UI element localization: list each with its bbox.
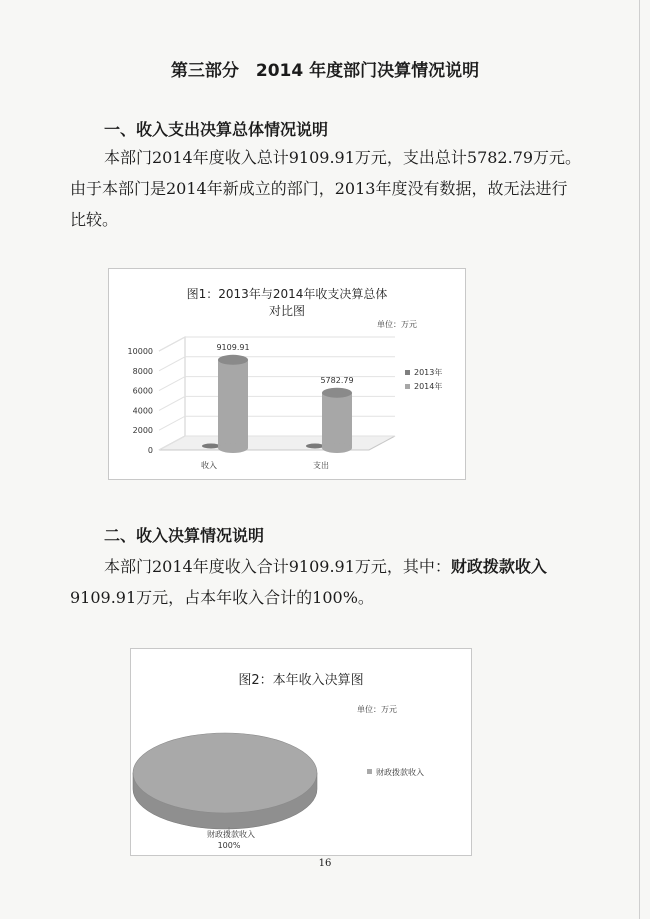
- chart1-gridline: [159, 357, 395, 371]
- page-number: 16: [318, 858, 332, 869]
- chart2-container: [130, 648, 472, 856]
- section1-line-3: 比较。: [70, 210, 119, 229]
- chart1-legend-swatch: [405, 370, 410, 375]
- chart1-legend-swatch: [405, 384, 410, 389]
- chart1-gridline: [159, 396, 395, 410]
- chart1-data-label: 5782.79: [320, 375, 354, 385]
- chart1-ytick-label: 10000: [127, 347, 153, 356]
- chart2-slice-percent: 100%: [217, 841, 241, 850]
- section1-line-1: 本部门2014年度收入总计9109.91万元，支出总计5782.79万元。: [104, 148, 582, 167]
- chart1-bar-2013: [306, 444, 324, 449]
- chart1-ytick-label: 6000: [132, 386, 153, 396]
- chart1-legend-label: 2013年: [414, 368, 443, 377]
- section1-heading: 一、收入支出决算总体情况说明: [104, 120, 329, 139]
- chart2-unit: 单位：万元: [357, 705, 397, 714]
- chart1-title-line1: 图1：2013年与2014年收支决算总体: [186, 287, 388, 301]
- chart1-legend-label: 2014年: [414, 382, 443, 391]
- page-title: 第三部分 2014 年度部门决算情况说明: [170, 61, 480, 81]
- section2-heading: 二、收入决算情况说明: [104, 526, 265, 545]
- section2-line-1-bold: 财政拨款收入: [450, 557, 547, 576]
- chart1-floor: [159, 436, 395, 450]
- chart1-unit: 单位：万元: [377, 320, 417, 329]
- page-edge: [639, 0, 640, 919]
- section1-line-2: 由于本部门是2014年新成立的部门，2013年度没有数据，故无法进行: [70, 179, 568, 198]
- chart1-bar-2013: [202, 444, 220, 449]
- chart1-category-label: 收入: [201, 461, 217, 470]
- chart1-bar-2014-base: [322, 443, 352, 453]
- chart1-bar-2014-base: [218, 443, 248, 453]
- chart2-plot: [131, 649, 471, 855]
- chart1-gridline: [159, 337, 395, 351]
- chart1-container: [108, 268, 466, 480]
- chart1-data-label: 9109.91: [216, 342, 250, 352]
- chart1-ytick-label: 4000: [132, 406, 153, 416]
- chart1-ytick-label: 8000: [132, 366, 153, 376]
- chart2-pie-slice: [133, 733, 317, 813]
- chart1-title-line2: 对比图: [268, 304, 305, 318]
- chart2-legend-swatch: [367, 769, 372, 774]
- section2-line-1: [104, 551, 547, 582]
- section2-line-2: 9109.91万元，占本年收入合计的100%。: [70, 588, 374, 607]
- chart2-legend-label: 财政拨款收入: [376, 768, 424, 777]
- chart1-bar-2014-top: [322, 388, 352, 398]
- chart1-gridline: [159, 416, 395, 430]
- chart1-plot: [109, 269, 465, 479]
- chart1-gridline: [159, 377, 395, 391]
- chart2-title: 图2：本年收入决算图: [238, 673, 364, 688]
- chart1-ytick-label: 0: [147, 446, 153, 455]
- chart1-category-label: 支出: [313, 461, 329, 470]
- chart1-bar-2014: [322, 393, 352, 448]
- chart1-bar-2014-top: [218, 355, 248, 365]
- chart1-side-wall: [159, 337, 185, 450]
- section2-line-1-text: 本部门2014年度收入合计9109.91万元，其中：: [104, 557, 451, 576]
- chart2-slice-label: 财政拨款收入: [207, 830, 255, 839]
- chart1-ytick-label: 2000: [132, 426, 153, 436]
- chart1-bar-2014: [218, 360, 248, 448]
